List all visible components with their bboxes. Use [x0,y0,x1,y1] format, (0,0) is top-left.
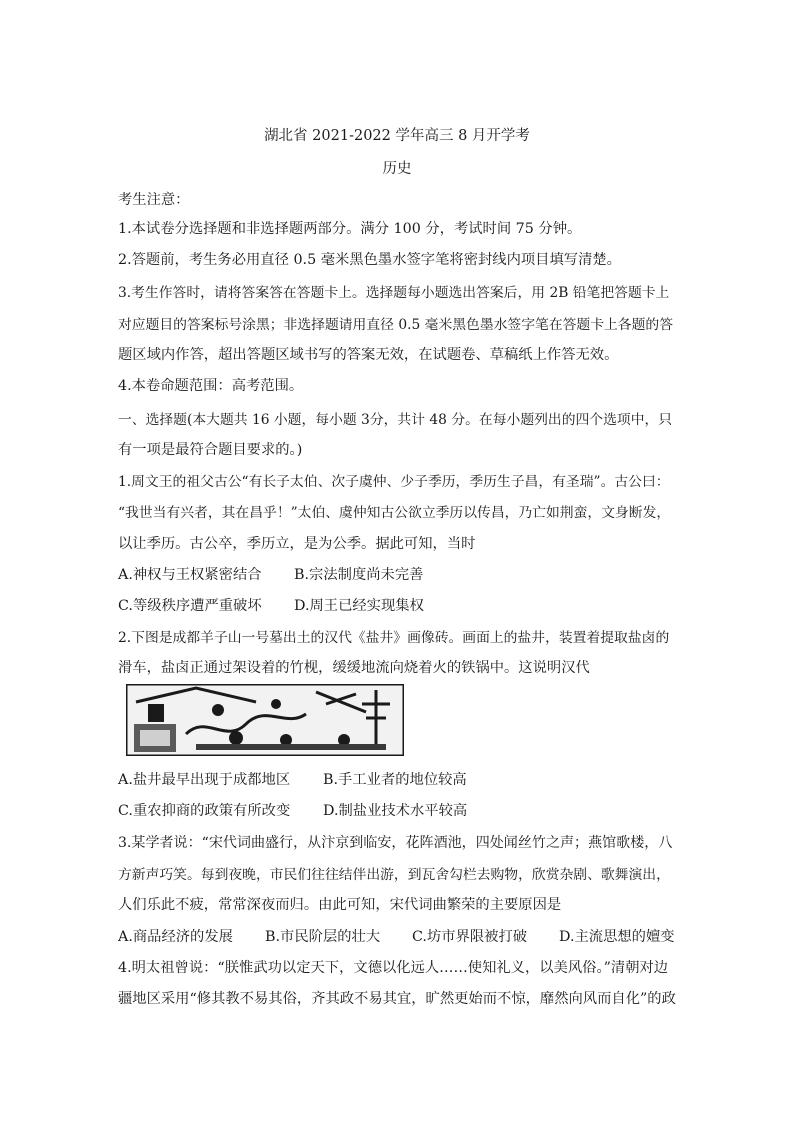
question-1-options-row [118,564,678,584]
option-d[interactable]: D.制盐业技术水平较高 [323,803,468,819]
notice-item: 2.答题前，考生务必用直径 0.5 毫米黑色墨水签字笔将密封线内项目填写清楚。 [118,252,621,268]
question-3-stem: 人们乐此不疲，常常深夜而归。由此可知，宋代词曲繁荣的主要原因是 [118,897,562,913]
question-3-options-row [118,926,678,946]
question-3-stem: 3.某学者说：“宋代词曲盛行，从汴京到临安，花阵酒池，四处闻丝竹之声；燕馆歌楼，八 [118,835,673,851]
question-1-stem: 以让季历。古公卒，季历立，是为公季。据此可知，当时 [118,536,476,552]
section-heading: 有一项是最符合题目要求的。) [118,442,303,458]
option-c[interactable]: C.重农抑商的政策有所改变 [118,803,291,819]
option-b[interactable]: B.市民阶层的壮大 [265,929,381,945]
subject-title: 历史 [382,161,412,177]
option-a[interactable]: A.盐井最早出现于成都地区 [118,772,291,788]
question-1-stem: “我世当有兴者，其在昌乎！”太伯、虞仲知古公欲立季历以传昌，乃亡如荆蛮，文身断发， [118,505,671,521]
question-2-options-row [118,769,678,789]
question-2-stem: 2.下图是成都羊子山一号墓出土的汉代《盐井》画像砖。画面上的盐井，装置着提取盐卤的 [118,630,670,646]
question-4-stem: 4.明太祖曾说：“朕惟武功以定天下，文德以化远人……使知礼义，以美风俗。”清朝对边 [118,960,669,976]
notice-heading: 考生注意： [118,192,190,208]
option-a[interactable]: A.商品经济的发展 [118,929,233,945]
option-c[interactable]: C.坊市界限被打破 [412,929,528,945]
exam-title: 湖北省 2021-2022 学年高三 8 月开学考 [264,128,530,144]
option-d[interactable]: D.周王已经实现集权 [294,598,424,614]
notice-item: 4.本卷命题范围：高考范围。 [118,378,304,394]
option-a[interactable]: A.神权与王权紧密结合 [118,567,262,583]
question-1-stem: 1.周文王的祖父古公“有长子太伯、次子虞仲、少子季历，季历生子昌，有圣瑞”。古公曰： [118,474,670,490]
salt-well-relief-image [126,684,404,756]
option-b[interactable]: B.手工业者的地位较高 [323,772,467,788]
section-heading: 一、选择题(本大题共 16 小题，每小题 3分，共计 48 分。在每小题列出的四个选项中，只 [118,412,673,428]
option-c[interactable]: C.等级秩序遭严重破坏 [118,598,262,614]
notice-item: 题区域内作答，超出答题区域书写的答案无效，在试题卷、草稿纸上作答无效。 [118,347,619,363]
question-2-options-row [118,800,678,820]
question-2-stem: 滑车，盐卤正通过架设着的竹枧，缓缓地流向烧着火的铁锅中。这说明汉代 [118,660,590,676]
notice-item: 对应题目的答案标号涂黑；非选择题请用直径 0.5 毫米黑色墨水签字笔在答题卡上各题的答 [118,317,673,333]
notice-item: 1.本试卷分选择题和非选择题两部分。满分 100 分，考试时间 75 分钟。 [118,221,582,237]
notice-item: 3.考生作答时，请将答案答在答题卡上。选择题每小题选出答案后，用 2B 铅笔把答题卡上 [118,285,670,301]
question-4-stem: 疆地区采用“修其教不易其俗，齐其政不易其宜，旷然更始而不惊，靡然向风而自化”的政 [118,991,676,1007]
question-3-stem: 方新声巧笑。每到夜晚，市民们往往结伴出游，到瓦舍勾栏去购物，欣赏杂剧、歌舞演出， [118,867,670,883]
option-b[interactable]: B.宗法制度尚未完善 [294,567,424,583]
question-1-options-row [118,595,678,615]
option-d[interactable]: D.主流思想的嬗变 [559,929,675,945]
